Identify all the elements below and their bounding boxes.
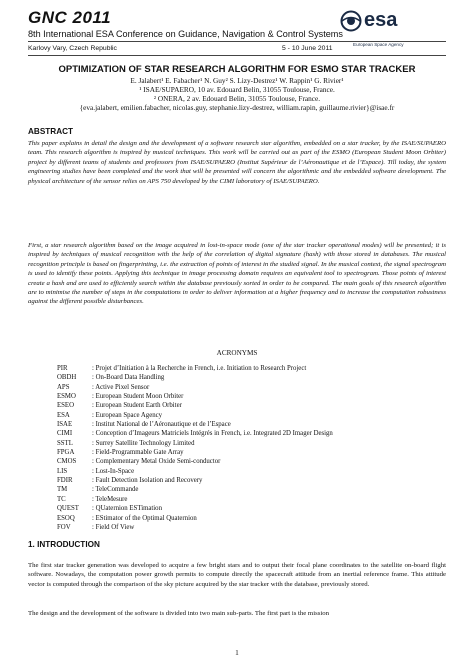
acronym-abbreviation: CMOS xyxy=(57,458,77,466)
acronym-definition: : Institut National de l’Aéronautique et de l’Espace xyxy=(92,421,231,429)
introduction-paragraph-2: The design and the development of the software is divided into two main sub-parts. The first part is the mission xyxy=(28,610,329,617)
acronym-definition: : QUaternion ESTimation xyxy=(92,505,162,513)
acronym-abbreviation: SSTL xyxy=(57,439,73,447)
acronym-definition: : Fault Detection Isolation and Recovery xyxy=(92,477,203,485)
acronym-row xyxy=(57,514,333,523)
acronym-definition: : Field Of View xyxy=(92,523,135,531)
acronym-abbreviation: LIS xyxy=(57,467,68,475)
acronym-definition: : Projet d’Initiation à la Recherche in French, i.e. Initiation to Research Project xyxy=(92,365,307,372)
acronym-row xyxy=(57,495,333,504)
acronym-row xyxy=(57,392,333,401)
acronym-abbreviation: FPGA xyxy=(57,449,75,457)
abstract-paragraph-1: This paper explains in detail the design and the development of a software research star algorithm, embedded on a star tracker, by the ISAE/SUPAERO team. This research algorithm is inspired by musical techniques. This work will be carried out as part of the ESMO (European Student Moon Orbiter) project by different teams of students and professors from ISAE/SUPAERO (Institut Supérieur de l’Aéronautique et de l’Espace). Till today, the system engineering studies have been completed and the work that will be presented will concern the algorithmic and the embedded software development. The physical architecture of the sensor relies on APS 750 developed by the CIMI laboratory of ISAE/SUPAERO. xyxy=(28,140,446,185)
acronym-row xyxy=(57,448,333,457)
acronym-definition: : EStimator of the Optimal Quaternion xyxy=(92,514,197,522)
acronym-definition: : Active Pixel Sensor xyxy=(92,383,150,391)
acronym-row xyxy=(57,476,333,485)
acronym-row xyxy=(57,364,333,373)
acronym-row xyxy=(57,467,333,476)
acronym-definition: : Conception d’Imageurs Matriciels Intégrés in French, i.e. Integrated 2D Imager Design xyxy=(92,430,333,438)
acronym-definition: : Surrey Satellite Technology Limited xyxy=(92,439,195,447)
conference-dates: 5 - 10 June 2011 xyxy=(282,45,333,52)
esa-logo xyxy=(340,9,452,51)
acronym-abbreviation: APS xyxy=(57,383,70,391)
acronym-row xyxy=(57,373,333,382)
esa-logo-subtitle: European Space Agency xyxy=(353,42,404,47)
acronym-abbreviation: TC xyxy=(57,495,66,503)
acronym-definition: : Field-Programmable Gate Array xyxy=(92,449,184,457)
acronym-row xyxy=(57,401,333,410)
acronym-row xyxy=(57,457,333,466)
acronym-abbreviation: ESOQ xyxy=(57,514,75,522)
acronym-abbreviation: FOV xyxy=(57,523,71,531)
acronym-definition: : TeleCommande xyxy=(92,486,139,494)
acronym-row xyxy=(57,429,333,438)
acronym-abbreviation: CIMI xyxy=(57,430,73,438)
page-number: 1 xyxy=(235,648,239,657)
acronym-definition: : TeleMesure xyxy=(92,495,128,503)
affiliation-1: ¹ ISAE/SUPAERO, 10 av. Edouard Belin, 31055 Toulouse, France. xyxy=(139,85,335,94)
acronym-abbreviation: TM xyxy=(57,486,68,494)
acronym-abbreviation: OBDH xyxy=(57,374,77,382)
acronym-definition: : European Student Earth Orbiter xyxy=(92,402,182,410)
conference-location: Karlovy Vary, Czech Republic xyxy=(28,45,117,52)
acronym-row xyxy=(57,420,333,429)
header-rule-bottom xyxy=(28,55,446,56)
esa-logo-text: esa xyxy=(364,9,398,31)
acronym-row xyxy=(57,383,333,392)
acronym-row xyxy=(57,523,333,532)
abstract-paragraph-2: First, a star research algorithm based on the image acquired in lost-in-space mode (one of the star tracker operational modes) will be presented; it is inspired by techniques of musical recognition with the help of the correlation of digital signature (hash) with those stored in databases. The musical recognition principle is based on fingerprinting, i.e. the extraction of points of interest in the studied signal. In the musical context, the signal spectrogram is used to identify these points. Applying this technique in image processing domain requires an equivalent tool to spectrogram. Those points of interest create a hash and are used to efficiently search within the database previously sorted in order to be compared. The main goals of this research algorithm are to minimise the number of steps in the computations in order to deliver information at a higher frequency and to increase the computation robustness against the different possible disturbances. xyxy=(28,242,446,306)
acronym-abbreviation: ESA xyxy=(57,411,70,419)
acronym-row xyxy=(57,411,333,420)
affiliation-2: ² ONERA, 2 av. Edouard Belin, 31055 Toulouse, France. xyxy=(153,94,321,103)
acronym-abbreviation: ISAE xyxy=(57,421,73,429)
abstract-heading: ABSTRACT xyxy=(28,127,74,136)
acronym-abbreviation: FDIR xyxy=(57,477,73,485)
acronym-abbreviation: ESMO xyxy=(57,393,76,401)
conference-full-name: 8th International ESA Conference on Guidance, Navigation & Control Systems xyxy=(28,29,343,39)
introduction-heading: 1. INTRODUCTION xyxy=(28,540,100,549)
acronyms-heading: ACRONYMS xyxy=(216,349,258,357)
paper-title: OPTIMIZATION OF STAR RESEARCH ALGORITHM FOR ESMO STAR TRACKER xyxy=(58,64,416,75)
acronym-definition: : Lost-In-Space xyxy=(92,467,135,475)
acronym-row xyxy=(57,485,333,494)
acronym-abbreviation: QUEST xyxy=(57,505,79,513)
conference-acronym: GNC 2011 xyxy=(28,8,112,27)
acronym-definition: : On-Board Data Handling xyxy=(92,374,165,382)
author-list: E. Jalabert¹ E. Fabacher¹ N. Guy² S. Lizy-Destrez¹ W. Rappin¹ G. Rivier¹ xyxy=(130,76,344,85)
introduction-paragraph-1: The first star tracker generation was developed to acquire a few bright stars and to output their focal plane coordinates to the satellite on-board flight software. Nowadays, the computation power growth permits to compute directly the spacecraft attitude from an inertial reference frame. This attitude vector is computed through the comparison of the sky picture acquired by the star tracker with the database, previously stored. xyxy=(28,562,446,588)
acronym-row xyxy=(57,439,333,448)
acronym-definition: : European Space Agency xyxy=(92,411,163,419)
acronym-abbreviation: ESEO xyxy=(57,402,74,410)
header-rule-top xyxy=(28,41,446,42)
acronym-list xyxy=(57,364,333,532)
author-emails: {eva.jalabert, emilien.fabacher, nicolas.guy, stephanie.lizy-destrez, william.rapin, guillaume.rivier}@isae.fr xyxy=(79,103,395,112)
acronym-abbreviation: PIR xyxy=(57,365,68,372)
acronym-definition: : Complementary Metal Oxide Semi-conductor xyxy=(92,458,221,466)
esa-emblem-icon xyxy=(340,10,362,32)
acronym-row xyxy=(57,504,333,513)
acronym-definition: : European Student Moon Orbiter xyxy=(92,393,184,401)
